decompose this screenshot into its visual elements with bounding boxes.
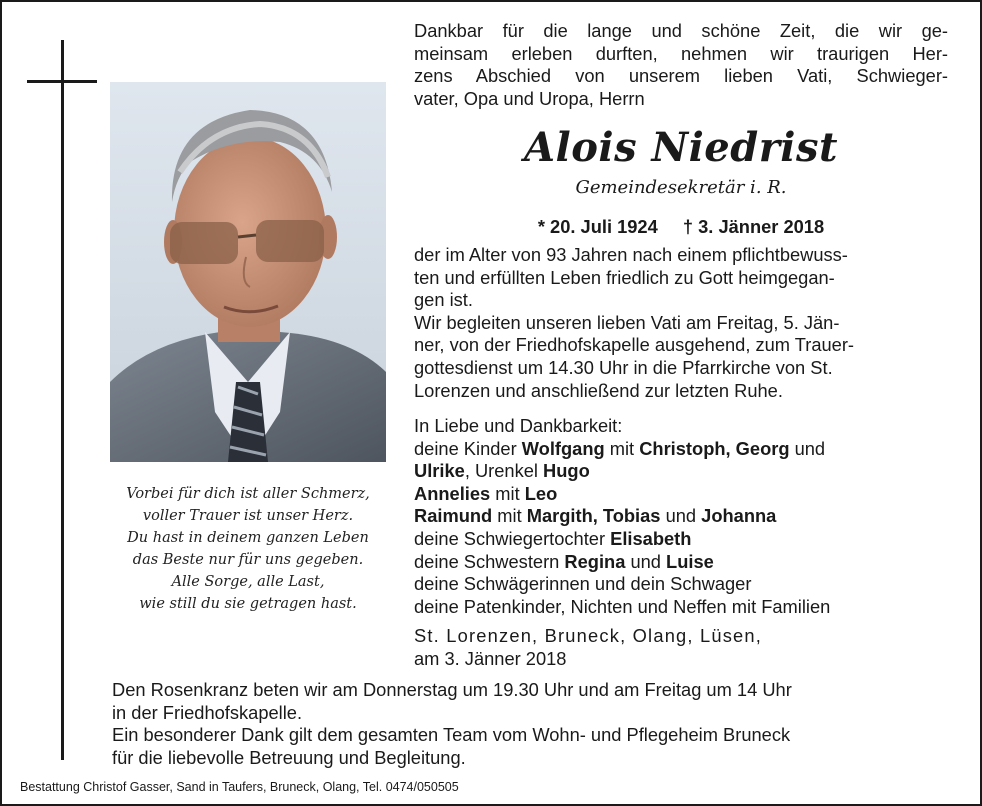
poem-line: Du hast in deinem ganzen Leben [127, 530, 369, 546]
cross-icon-horizontal [27, 80, 97, 83]
family-line: deine Schwestern Regina und Luise [414, 550, 714, 572]
closing-line: Ein besonderer Dank gilt dem gesamten Team vom Wohn- und Pflegeheim Bruneck [112, 724, 791, 746]
intro-line: Dankbar für die lange und schöne Zeit, die wir ge- [414, 20, 948, 41]
family-line: Annelies mit Leo [414, 482, 558, 504]
body-line: der im Alter von 93 Jahren nach einem pflichtbewuss- [414, 244, 848, 265]
closing-line: in der Friedhofskapelle. [112, 701, 303, 723]
cross-icon-vertical [61, 40, 64, 760]
poem-line: voller Trauer ist unser Herz. [142, 508, 354, 524]
poem-line: wie still du sie getragen hast. [139, 596, 357, 612]
family-list [414, 415, 948, 618]
funeral-home-footer: Bestattung Christof Gasser, Sand in Taufers, Bruneck, Olang, Tel. 0474/050505 [20, 780, 459, 794]
poem-line: das Beste nur für uns gegeben. [132, 552, 364, 568]
portrait-photo [110, 82, 386, 462]
body-line: ner, von der Friedhofskapelle ausgehend, zum Trauer- [414, 334, 855, 356]
family-line: deine Patenkinder, Nichten und Neffen mit Familien [414, 595, 831, 617]
funeral-details [414, 244, 948, 402]
body-line: ten und erfüllten Leben friedlich zu Gott heimgegan- [414, 266, 835, 288]
place-line: St. Lorenzen, Bruneck, Olang, Lüsen, [414, 625, 763, 646]
body-line: gottesdienst um 14.30 Uhr in die Pfarrkirche von St. [414, 356, 833, 378]
body-line: gen ist. [414, 289, 473, 311]
family-line: deine Schwägerinnen und dein Schwager [414, 573, 752, 595]
deceased-name: Alois Niedrist [524, 124, 838, 171]
intro-line: meinsam erleben durften, nehmen wir traurigen Her- [414, 42, 948, 64]
closing-line: Den Rosenkranz beten wir am Donnerstag um 19.30 Uhr und am Freitag um 14 Uhr [112, 679, 792, 700]
date-line: am 3. Jänner 2018 [414, 647, 567, 669]
family-line: deine Kinder Wolfgang mit Christoph, Georg und [414, 437, 826, 459]
body-line: Wir begleiten unseren lieben Vati am Freitag, 5. Jän- [414, 311, 840, 333]
birth-date: * 20. Juli 1924 [537, 216, 658, 237]
intro-line: zens Abschied von unserem lieben Vati, Schwieger- [414, 65, 948, 87]
poem-line: Alle Sorge, alle Last, [171, 574, 325, 590]
intro-line: vater, Opa und Uropa, Herrn [414, 87, 645, 109]
body-line: Lorenzen und anschließend zur letzten Ruhe. [414, 379, 783, 401]
closing-line: für die liebevolle Betreuung und Begleitung. [112, 746, 466, 768]
intro-paragraph [414, 20, 948, 110]
life-dates [414, 215, 948, 239]
family-line: deine Schwiegertochter Elisabeth [414, 527, 692, 549]
death-date: † 3. Jänner 2018 [682, 216, 825, 237]
poem-line: Vorbei für dich ist aller Schmerz, [126, 486, 370, 502]
family-line: In Liebe und Dankbarkeit: [414, 415, 623, 436]
closing-paragraph [112, 679, 962, 769]
family-line: Ulrike, Urenkel Hugo [414, 460, 590, 482]
family-line: Raimund mit Margith, Tobias und Johanna [414, 505, 777, 527]
place-date [414, 625, 948, 670]
deceased-title: Gemeindesekretär i. R. [575, 177, 787, 198]
memorial-poem [100, 483, 396, 615]
